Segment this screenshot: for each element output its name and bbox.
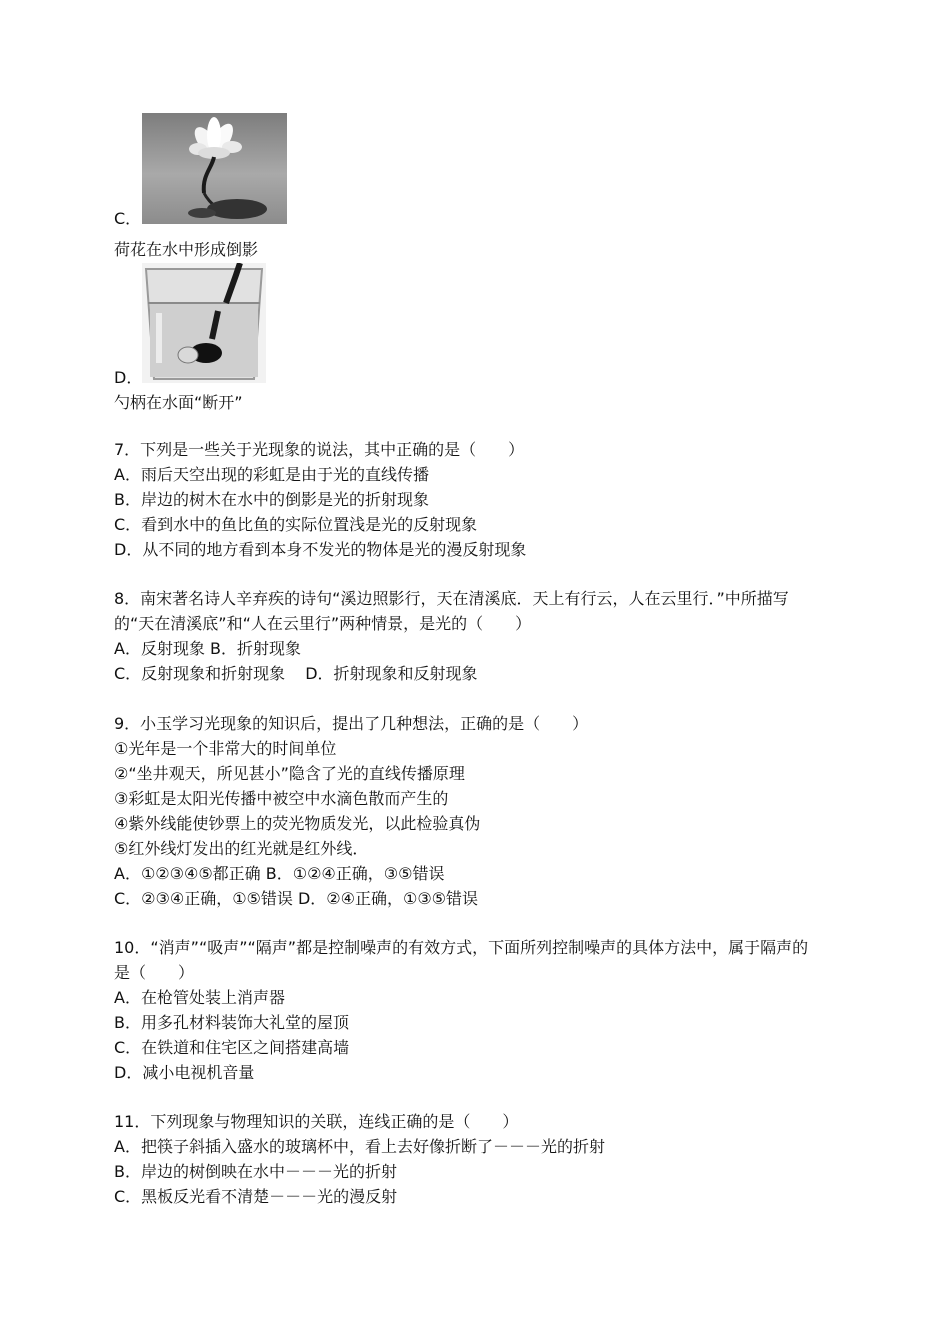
q10-option-d: D．减小电视机音量 — [114, 1063, 255, 1082]
q9-statement-2: ②“坐井观天，所见甚小”隐含了光的直线传播原理 — [114, 764, 465, 783]
q7-option-c: C．看到水中的鱼比鱼的实际位置浅是光的反射现象 — [114, 515, 478, 534]
lotus-reflection-image — [142, 113, 287, 224]
q10-option-b: B．用多孔材料装饰大礼堂的屋顶 — [114, 1013, 349, 1032]
q11-option-a: A．把筷子斜插入盛水的玻璃杯中，看上去好像折断了－－－光的折射 — [114, 1137, 605, 1156]
q7-option-a: A．雨后天空出现的彩虹是由于光的直线传播 — [114, 465, 429, 484]
q7-option-b: B．岸边的树木在水中的倒影是光的折射现象 — [114, 490, 429, 509]
q8-stem-line2: 的“天在清溪底”和“人在云里行”两种情景，是光的（ ） — [114, 614, 532, 633]
q9-statement-5: ⑤红外线灯发出的红光就是红外线． — [114, 839, 369, 858]
q9-statement-3: ③彩虹是太阳光传播中被空中水滴色散而产生的 — [114, 789, 449, 808]
q7-stem: 7．下列是一些关于光现象的说法，其中正确的是（ ） — [114, 440, 525, 459]
option-d-caption: 勺柄在水面“断开” — [114, 393, 243, 412]
q8-option-ab: A．反射现象 B．折射现象 — [114, 639, 302, 658]
q9-stem: 9．小玉学习光现象的知识后，提出了几种想法，正确的是（ ） — [114, 714, 589, 733]
q9-statement-4: ④紫外线能使钞票上的荧光物质发光，以此检验真伪 — [114, 814, 481, 833]
q8-option-d: D．折射现象和反射现象 — [305, 664, 478, 683]
q10-stem-line1: 10．“消声”“吸声”“隔声”都是控制噪声的有效方式，下面所列控制噪声的具体方法中，属于隔声的 — [114, 938, 809, 957]
q8-option-cd — [114, 664, 478, 684]
spoon-in-glass-image — [142, 263, 266, 383]
option-c-label: C． — [114, 209, 142, 228]
option-d-label: D． — [114, 368, 143, 387]
q7-option-d: D．从不同的地方看到本身不发光的物体是光的漫反射现象 — [114, 540, 527, 559]
q10-option-c: C．在铁道和住宅区之间搭建高墙 — [114, 1038, 350, 1057]
q10-option-a: A．在枪管处装上消声器 — [114, 988, 285, 1007]
q9-option-cd: C．②③④正确，①⑤错误 D．②④正确，①③⑤错误 — [114, 889, 479, 908]
q11-option-c: C．黑板反光看不清楚－－－光的漫反射 — [114, 1187, 398, 1206]
q11-stem: 11．下列现象与物理知识的关联，连线正确的是（ ） — [114, 1112, 519, 1131]
q9-statement-1: ①光年是一个非常大的时间单位 — [114, 739, 337, 758]
q11-option-b: B．岸边的树倒映在水中－－－光的折射 — [114, 1162, 397, 1181]
q10-stem-line2: 是（ ） — [114, 963, 195, 982]
q9-option-ab: A．①②③④⑤都正确 B．①②④正确，③⑤错误 — [114, 864, 445, 883]
q8-option-c: C．反射现象和折射现象 — [114, 664, 286, 683]
q8-stem-line1: 8．南宋著名诗人辛弃疾的诗句“溪边照影行，天在清溪底．天上有行云，人在云里行．”中所描写 — [114, 589, 789, 608]
option-c-caption: 荷花在水中形成倒影 — [114, 240, 259, 259]
